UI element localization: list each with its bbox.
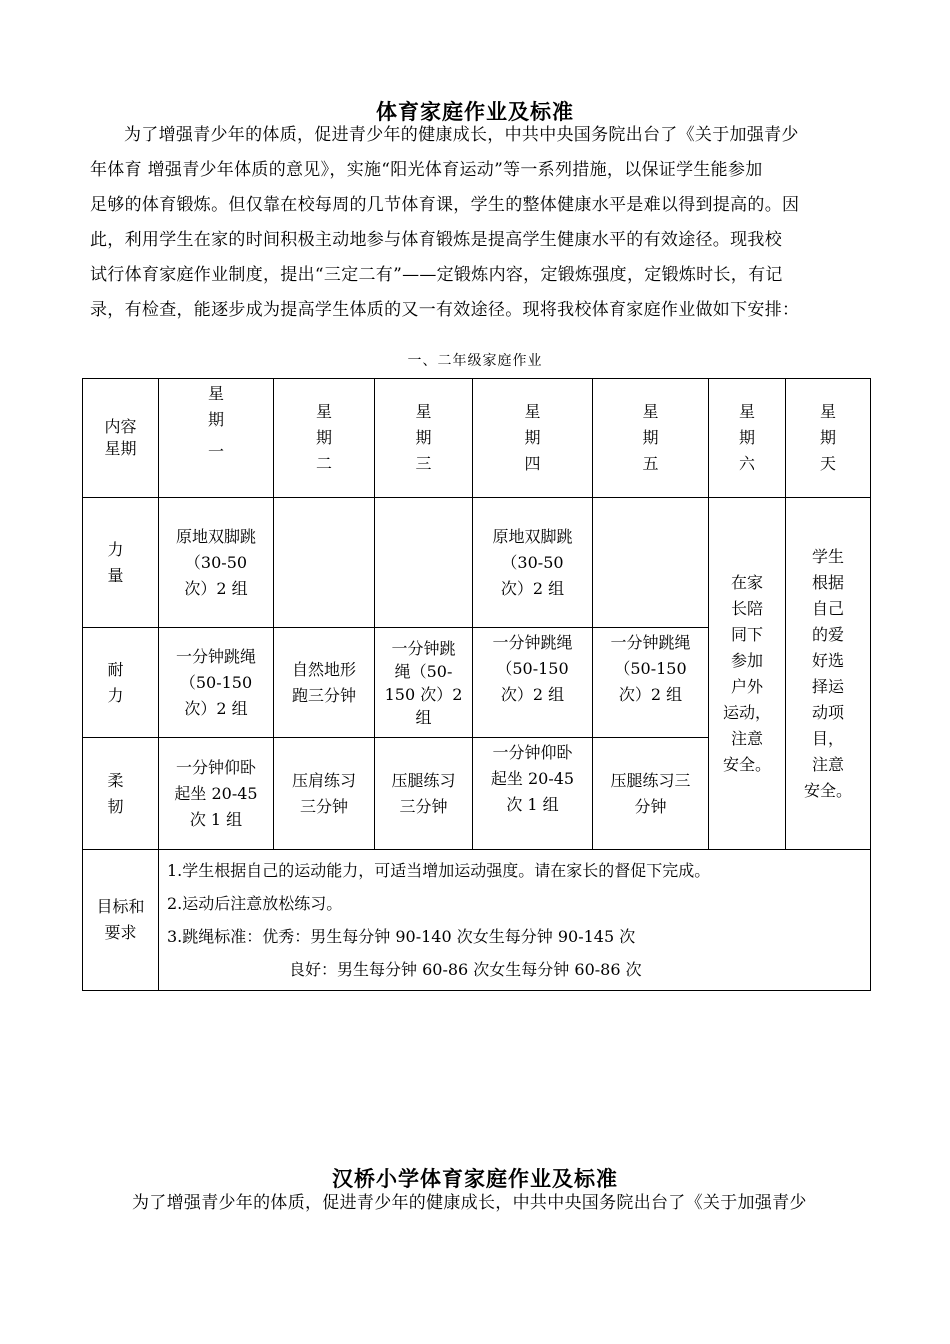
cell-strength-thursday: 原地双脚跳 （30-50 次）2 组 bbox=[473, 498, 593, 628]
day-header-tuesday: 星 期 二 bbox=[274, 379, 375, 498]
table-caption: 一、二年级家庭作业 bbox=[407, 353, 543, 369]
cell-endurance-thursday: 一分钟跳绳 （50-150 次）2 组 bbox=[473, 628, 593, 738]
second-intro-line: 为了增强青少年的体质，促进青少年的健康成长，中共中央国务院出台了《关于加强青少 bbox=[132, 1193, 807, 1213]
document-title: 体育家庭作业及标准 bbox=[376, 99, 574, 124]
day-header-saturday: 星 期 六 bbox=[709, 379, 786, 498]
homework-table bbox=[82, 378, 871, 991]
corner-header-bottom: 星期 bbox=[104, 439, 137, 458]
goals-content-cell bbox=[159, 850, 871, 991]
intro-line: 此，利用学生在家的时间积极主动地参与体育锻炼是提高学生健康水平的有效途径。现我校 bbox=[90, 230, 782, 250]
second-intro-paragraph bbox=[90, 1186, 862, 1221]
corner-header-top: 内容 bbox=[104, 417, 137, 436]
day-header-sunday: 星 期 天 bbox=[786, 379, 871, 498]
cell-endurance-wednesday: 一分钟跳 绳（50- 150 次）2 组 bbox=[375, 628, 473, 738]
intro-line: 为了增强青少年的体质，促进青少年的健康成长，中共中央国务院出台了《关于加强青少 bbox=[124, 125, 799, 145]
cell-strength-tuesday bbox=[274, 498, 375, 628]
day-header-wednesday: 星 期 三 bbox=[375, 379, 473, 498]
cell-flexibility-wednesday: 压腿练习 三分钟 bbox=[375, 738, 473, 850]
goal-item: 3.跳绳标准：优秀：男生每分钟 90-140 次女生每分钟 90-145 次 bbox=[167, 927, 636, 946]
cell-endurance-friday: 一分钟跳绳 （50-150 次）2 组 bbox=[593, 628, 709, 738]
goal-item: 2.运动后注意放松练习。 bbox=[167, 894, 343, 913]
saturday-note-cell: 在家 长陪 同下 参加 户外 运动， 注意 安全。 bbox=[709, 498, 786, 850]
cell-flexibility-thursday: 一分钟仰卧 起坐 20-45 次 1 组 bbox=[473, 738, 593, 850]
intro-paragraph bbox=[90, 118, 862, 328]
row-label-endurance: 耐 力 bbox=[83, 628, 159, 738]
intro-line: 试行体育家庭作业制度，提出“三定二有”——定锻炼内容，定锻炼强度，定锻炼时长，有记 bbox=[90, 265, 783, 285]
intro-line: 足够的体育锻炼。但仅靠在校每周的几节体育课，学生的整体健康水平是难以得到提高的。因 bbox=[90, 195, 800, 215]
cell-strength-monday: 原地双脚跳 （30-50 次）2 组 bbox=[159, 498, 274, 628]
row-label-flexibility: 柔 韧 bbox=[83, 738, 159, 850]
day-header-monday: 星 期 一 bbox=[159, 379, 274, 498]
cell-flexibility-friday: 压腿练习三 分钟 bbox=[593, 738, 709, 850]
cell-endurance-monday: 一分钟跳绳 （50-150 次）2 组 bbox=[159, 628, 274, 738]
goals-label-cell: 目标和 要求 bbox=[83, 850, 159, 991]
intro-line: 录，有检查，能逐步成为提高学生体质的又一有效途径。现将我校体育家庭作业做如下安排： bbox=[90, 300, 800, 320]
intro-line: 年体育 增强青少年体质的意见》，实施“阳光体育运动”等一系列措施，以保证学生能参加 bbox=[90, 160, 763, 180]
second-document-title: 汉桥小学体育家庭作业及标准 bbox=[332, 1166, 618, 1191]
cell-flexibility-monday: 一分钟仰卧 起坐 20-45 次 1 组 bbox=[159, 738, 274, 850]
goal-item: 良好：男生每分钟 60-86 次女生每分钟 60-86 次 bbox=[289, 960, 642, 979]
cell-strength-friday bbox=[593, 498, 709, 628]
table-row-strength bbox=[83, 498, 871, 628]
day-header-friday: 星 期 五 bbox=[593, 379, 709, 498]
cell-flexibility-tuesday: 压肩练习 三分钟 bbox=[274, 738, 375, 850]
goal-item: 1.学生根据自己的运动能力，可适当增加运动强度。请在家长的督促下完成。 bbox=[167, 861, 711, 880]
day-header-thursday: 星 期 四 bbox=[473, 379, 593, 498]
corner-header-cell bbox=[83, 379, 159, 498]
table-header-row bbox=[83, 379, 871, 498]
sunday-note-cell: 学生 根据 自己 的爱 好选 择运 动项 目， 注意 安全。 bbox=[786, 498, 871, 850]
table-row-goals bbox=[83, 850, 871, 991]
cell-endurance-tuesday: 自然地形 跑三分钟 bbox=[274, 628, 375, 738]
row-label-strength: 力 量 bbox=[83, 498, 159, 628]
cell-strength-wednesday bbox=[375, 498, 473, 628]
